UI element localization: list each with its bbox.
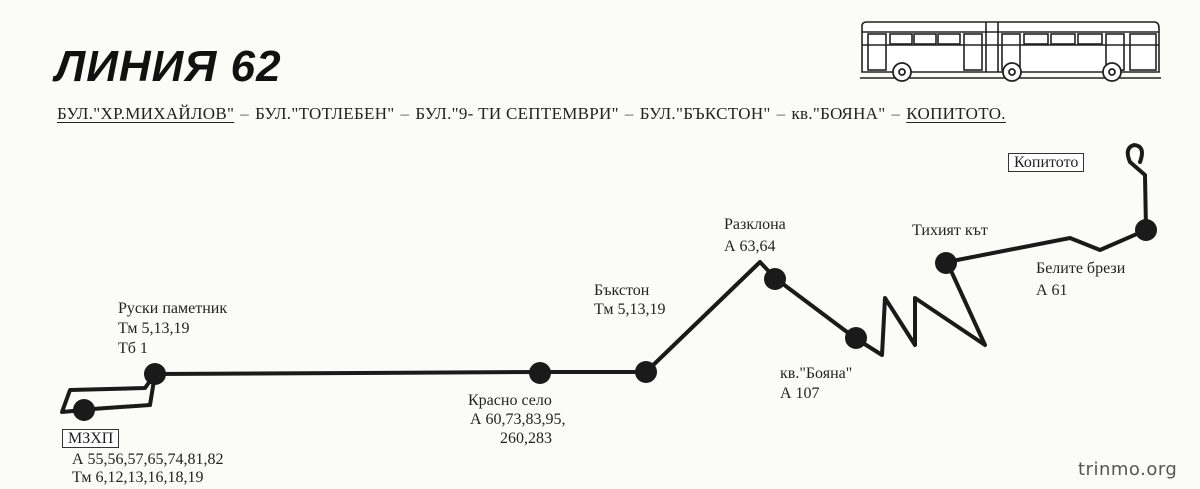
stop-name-bakston: Бъкстон xyxy=(594,282,650,299)
route-street-4: БУЛ."БЪКСТОН" xyxy=(639,104,771,123)
route-separator: – xyxy=(776,104,786,123)
route-street-2: БУЛ."ТОТЛЕБЕН" xyxy=(255,104,395,123)
stop-marker-mzhp xyxy=(73,399,95,421)
stop-markers xyxy=(73,219,1157,421)
route-street-1: БУЛ."ХР.МИХАЙЛОВ" xyxy=(57,104,235,123)
route-line xyxy=(62,145,1146,412)
stop-marker-bakston xyxy=(635,361,657,383)
stop-lines-razklona-a: А 63,64 xyxy=(724,238,776,255)
stop-marker-razklona xyxy=(764,268,786,290)
stop-name-boyana: кв."Бояна" xyxy=(780,365,853,382)
stop-kopitoto xyxy=(1008,154,1084,172)
stop-marker-belite-brezi xyxy=(1135,219,1157,241)
route-separator: – xyxy=(624,104,634,123)
stop-lines-bakston-tm: Тм 5,13,19 xyxy=(594,301,666,318)
route-separator: – xyxy=(400,104,410,123)
stop-name-kopitoto: Копитото xyxy=(1008,153,1084,172)
route-separator: – xyxy=(240,104,250,123)
stop-name-ruski-pametnik: Руски паметник xyxy=(118,300,228,317)
route-street-3: БУЛ."9- ТИ СЕПТЕМВРИ" xyxy=(415,104,619,123)
stop-lines-belite-brezi-a: А 61 xyxy=(1036,282,1068,299)
stop-name-krasno-selo: Красно село xyxy=(468,392,552,409)
stop-mzhp xyxy=(62,430,119,448)
route-street-5: кв."БОЯНА" xyxy=(791,104,886,123)
stop-marker-ruski-pametnik xyxy=(144,363,166,385)
stop-marker-krasno-selo xyxy=(529,362,551,384)
stop-marker-tihiyat-kat xyxy=(935,252,957,274)
stop-lines-mzhp-a: А 55,56,57,65,74,81,82 xyxy=(72,451,224,468)
stop-lines-ruski-pametnik-tm: Тм 5,13,19 xyxy=(118,320,190,337)
route-street-6: КОПИТОТО. xyxy=(906,104,1006,123)
stop-lines-krasno-selo-a: А 60,73,83,95, xyxy=(470,411,566,428)
stop-name-razklona: Разклона xyxy=(724,216,786,233)
stop-name-mzhp: МЗХП xyxy=(62,429,119,448)
stop-lines-krasno-selo-cont: 260,283 xyxy=(500,430,552,447)
stop-name-belite-brezi: Белите брези xyxy=(1036,260,1126,277)
line-title: ЛИНИЯ 62 xyxy=(55,42,282,91)
stop-name-tihiyat-kat: Тихият кът xyxy=(912,222,988,239)
stop-lines-boyana-a: А 107 xyxy=(780,385,820,402)
stop-marker-boyana xyxy=(845,327,867,349)
stop-lines-mzhp-tm: Тм 6,12,13,16,18,19 xyxy=(72,469,204,486)
watermark: trinmo.org xyxy=(1078,459,1178,480)
route-separator: – xyxy=(891,104,901,123)
stop-lines-ruski-pametnik-tb: Тб 1 xyxy=(118,340,148,357)
route-main-line xyxy=(155,145,1146,374)
